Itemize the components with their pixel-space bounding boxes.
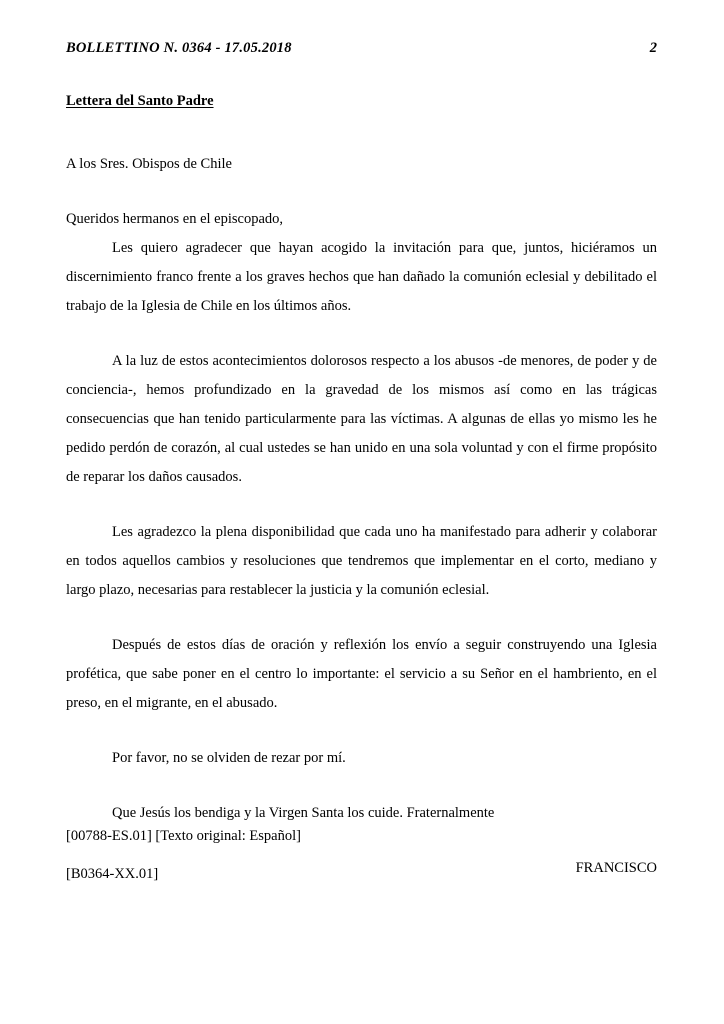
letter-paragraph: A la luz de estos acontecimientos dolorosos respecto a los abusos -de menores, de poder y de conciencia-, hemos profundizado en la gravedad de los mismos así como en las trágicas consecuencias que han tenido particularmente para las víctimas. A algunas de ellas yo mismo les he pedido perdón de corazón, al cual ustedes se han unido en una sola voluntad y con el firme propósito de reparar los daños causados. <box>66 353 657 485</box>
letter-paragraph: Después de estos días de oración y reflexión los envío a seguir construyendo una Iglesia profética, que sabe poner en el centro lo importante: el servicio a su Señor en el hambriento, en el preso, en el migrante, en el abusado. <box>66 637 657 711</box>
footer-code: [B0364-XX.01] <box>66 866 159 882</box>
letter-addressee: A los Sres. Obispos de Chile <box>66 156 232 172</box>
running-head <box>66 40 657 57</box>
letter-salutation: Queridos hermanos en el episcopado, <box>66 211 284 227</box>
letter-closing-line: Por favor, no se olviden de rezar por mí. <box>112 750 346 766</box>
letter-paragraph: Les quiero agradecer que hayan acogido la invitación para que, juntos, hiciéramos un discernimiento franco frente a los graves hechos que han dañado la comunión eclesial y debilitado el trabajo de la Iglesia de Chile en los últimos años. <box>66 240 657 314</box>
footer-code: [00788-ES.01] [Texto original: Español] <box>66 828 301 844</box>
letter-closing-line: Que Jesús los bendiga y la Virgen Santa los cuide. Fraternalmente <box>112 805 495 821</box>
letter-body <box>66 150 657 883</box>
section-heading: Lettera del Santo Padre <box>66 93 214 109</box>
footer-reference-codes <box>66 822 657 898</box>
letter-signature: FRANCISCO <box>575 860 657 876</box>
bulletin-title: BOLLETTINO N. 0364 - 17.05.2018 <box>66 40 292 56</box>
letter-paragraph: Les agradezco la plena disponibilidad que cada uno ha manifestado para adherir y colaborar en todos aquellos cambios y resoluciones que tendremos que implementar en el corto, mediano y largo plazo, necesarias para restablecer la justicia y la comunión eclesial. <box>66 524 657 598</box>
page-number: 2 <box>649 40 657 56</box>
